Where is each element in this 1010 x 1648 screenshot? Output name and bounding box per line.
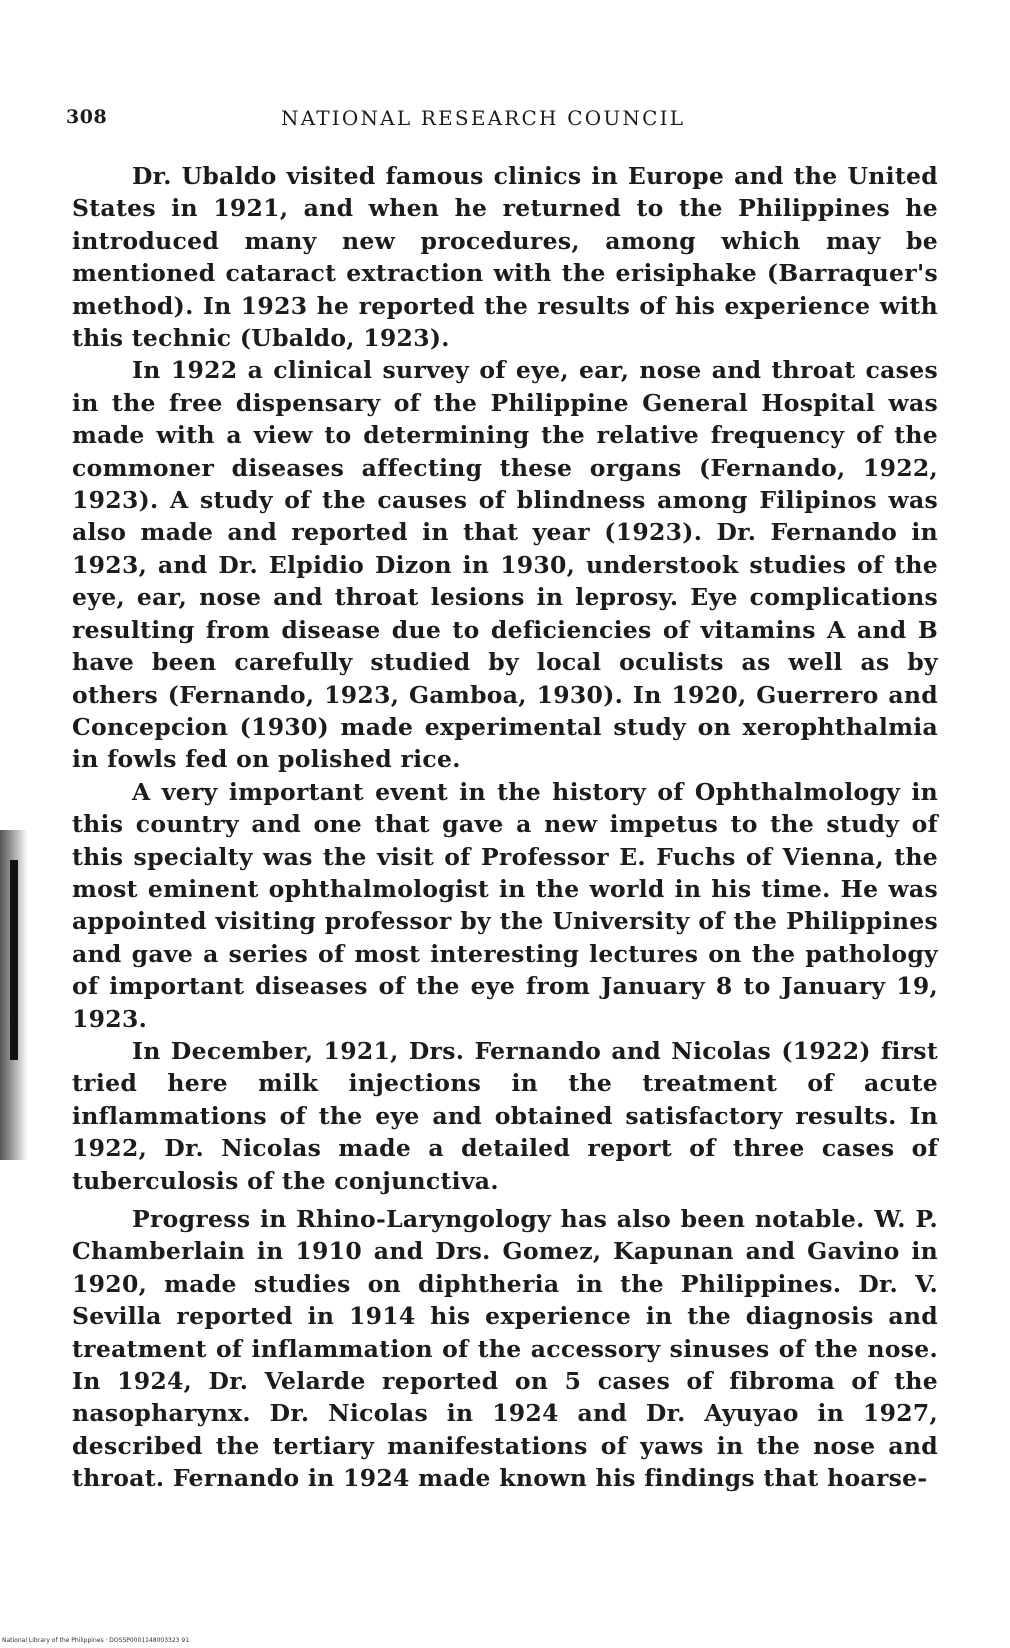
body-text [72,160,938,1495]
running-head: NATIONAL RESEARCH COUNCIL [281,106,686,130]
paragraph-milk-injections: In December, 1921, Drs. Fernando and Nicolas (1922) first tried here milk injections in the treatment of acute inflammations of the eye and obtained satisfactory results. In 1922, Dr. Nicolas made a detailed report of three cases of tuberculosis of the conjunctiva. [72,1036,938,1195]
scan-source-note: National Library of the Philippines · DOSSP0001148003323 91 [2,1637,190,1644]
page-header [66,106,946,136]
page-number: 308 [66,106,108,128]
paragraph-clinical-survey: In 1922 a clinical survey of eye, ear, nose and throat cases in the free dispensary of the Philippine General Hospital was made with a view to determining the relative frequency of the commoner diseases affecting these organs (Fernando, 1922, 1923). A study of the causes of blindness among Filipinos was also made and reported in that year (1923). Dr. Fernando in 1923, and Dr. Elpidio Dizon in 1930, understook studies of the eye, ear, nose and throat lesions in leprosy. Eye complications resulting from disease due to deficiencies of vitamins A and B have been carefully studied by local oculists as well as by others (Fernando, 1923, Gamboa, 1930). In 1920, Guerrero and Concepcion (1930) made experimental study on xerophthalmia in fowls fed on polished rice. [72,356,938,774]
paragraph-rhino-laryngology: Progress in Rhino-Laryngology has also been notable. W. P. Chamberlain in 1910 and Drs. Gomez, Kapunan and Gavino in 1920, made studies on diphtheria in the Philippines. Dr. V. Sevilla reported in 1914 his experience in the diagnosis and treatment of inflammation of the accessory sinuses of the nose. In 1924, Dr. Velarde reported on 5 cases of fibroma of the nasopharynx. Dr. Nicolas in 1924 and Dr. Ayuyao in 1927, described the tertiary manifestations of yaws in the nose and throat. Fernando in 1924 made known his findings that hoarse- [72,1205,938,1493]
paragraph-fuchs-visit: A very important event in the history of Ophthalmology in this country and one that gave a new impetus to the study of this specialty was the visit of Professor E. Fuchs of Vienna, the most eminent ophthalmologist in the world in his time. He was appointed visiting professor by the University of the Philippines and gave a series of most interesting lectures on the pathology of important diseases of the eye from January 8 to January 19, 1923. [72,777,938,1033]
paragraph-ubaldo: Dr. Ubaldo visited famous clinics in Europe and the United States in 1921, and when he returned to the Philippines he introduced many new procedures, among which may be mentioned cataract extraction with the erisiphake (Barraquer's method). In 1923 he reported the results of his experience with this technic (Ubaldo, 1923). [72,162,938,353]
binding-mark [10,860,18,1060]
